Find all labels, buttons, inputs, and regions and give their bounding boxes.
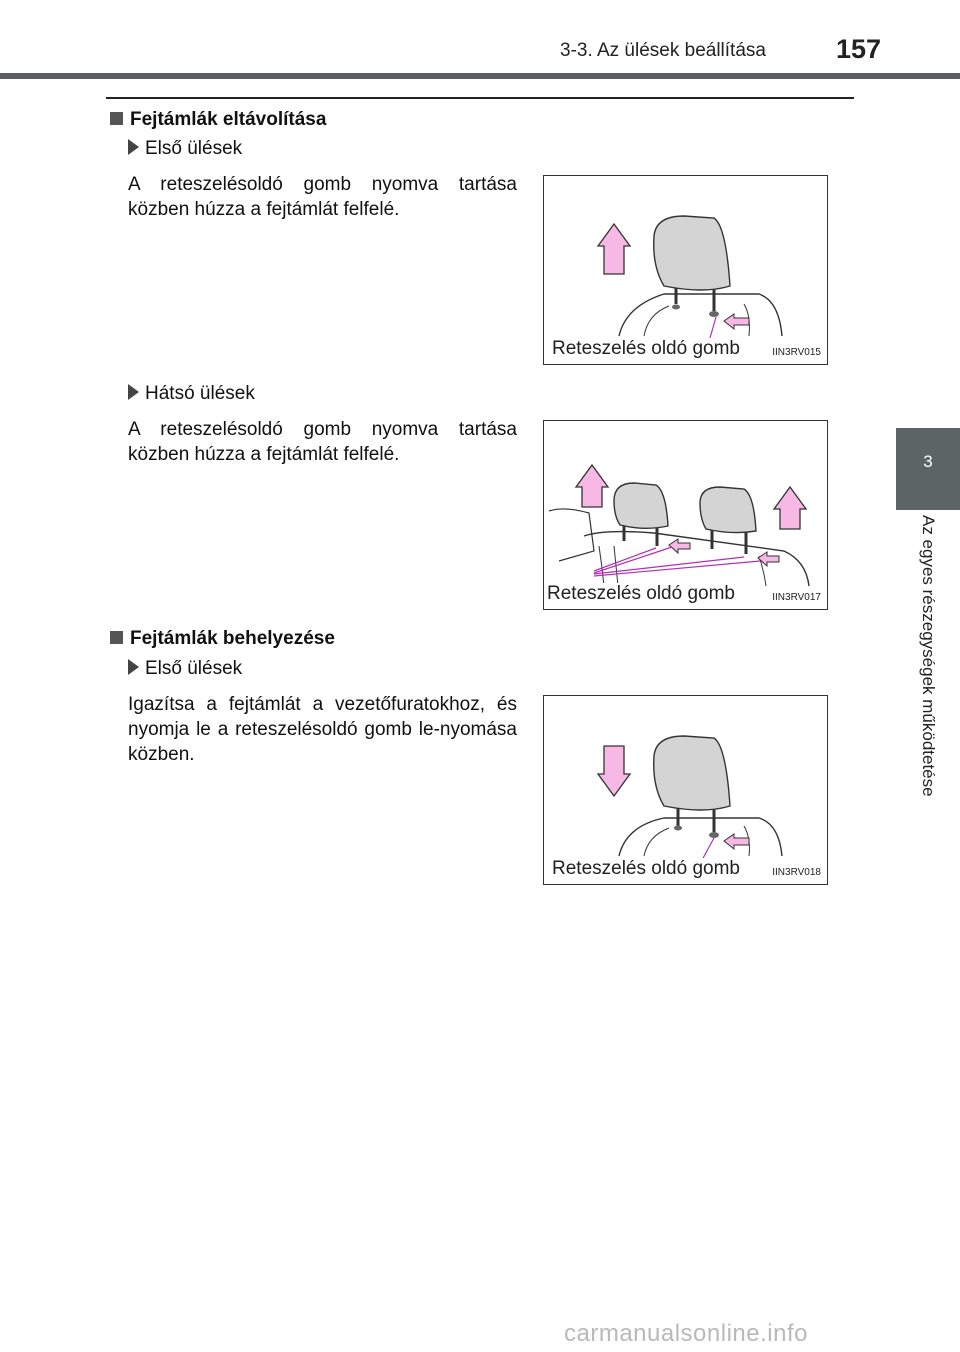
subheading-rear-seats [128, 383, 255, 405]
section-heading-removal [110, 109, 326, 131]
chapter-tab [896, 428, 960, 510]
subheading-front-seats-install [128, 658, 242, 680]
subheading-text: Első ülések [145, 138, 243, 159]
instruction-front-install: Igazítsa a fejtámlát a vezetőfuratokhoz, és nyomja le a reteszelésoldó gomb le-nyomása közben. [128, 694, 517, 765]
instruction-rear-removal: A reteszelésoldó gomb nyomva tartása közben húzza a fejtámlát felfelé. [128, 419, 517, 465]
rear-headrest-removal-illustration [544, 421, 827, 609]
release-button-label: Reteszelés oldó gomb [552, 858, 740, 879]
page-number: 157 [836, 34, 882, 64]
section-heading-text: Fejtámlák behelyezése [130, 628, 335, 649]
chapter-number: 3 [923, 452, 933, 471]
release-button-label: Reteszelés oldó gomb [547, 583, 735, 604]
chapter-title-vertical: Az egyes részegységek működtetése [919, 515, 938, 797]
square-bullet-icon [110, 112, 123, 125]
figure-code: IIN3RV018 [772, 867, 821, 878]
figure-rear-headrest-removal [543, 420, 828, 610]
header-section-title: 3-3. Az ülések beállítása [560, 40, 766, 61]
header-rule [0, 73, 960, 79]
watermark: carmanualsonline.info [564, 1320, 808, 1347]
triangle-bullet-icon [128, 139, 139, 155]
figure-code: IIN3RV015 [772, 347, 821, 358]
figure-front-headrest-install [543, 695, 828, 885]
front-headrest-install-illustration [544, 696, 827, 884]
instruction-front-removal: A reteszelésoldó gomb nyomva tartása közben húzza a fejtámlát felfelé. [128, 174, 517, 220]
subheading-text: Hátsó ülések [145, 383, 255, 404]
front-headrest-removal-illustration [544, 176, 827, 364]
triangle-bullet-icon [128, 659, 139, 675]
square-bullet-icon [110, 631, 123, 644]
figure-code: IIN3RV017 [772, 592, 821, 603]
release-button-label: Reteszelés oldó gomb [552, 338, 740, 359]
content-top-rule [106, 97, 854, 99]
subheading-front-seats [128, 138, 242, 160]
figure-front-headrest-removal [543, 175, 828, 365]
triangle-bullet-icon [128, 384, 139, 400]
subheading-text: Első ülések [145, 658, 243, 679]
section-heading-installation [110, 628, 335, 650]
section-heading-text: Fejtámlák eltávolítása [130, 109, 327, 130]
